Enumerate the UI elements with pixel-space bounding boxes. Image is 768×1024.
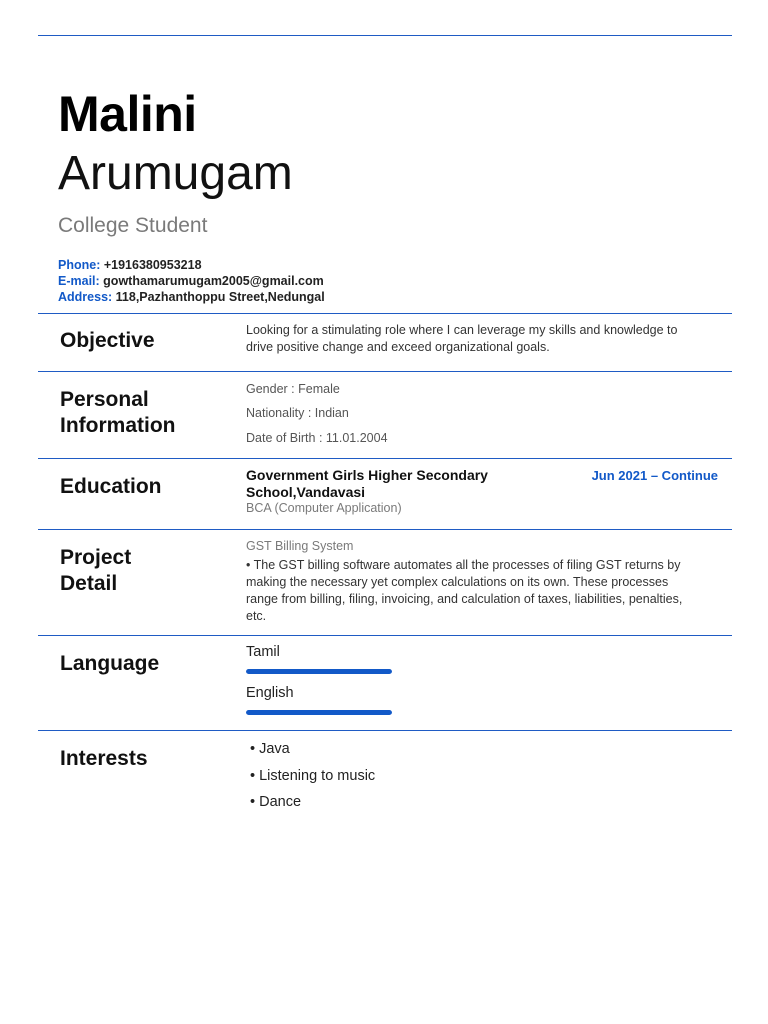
language-level-bar (246, 669, 392, 674)
interest-item: • Listening to music (250, 768, 376, 784)
section-divider (38, 529, 732, 530)
personal-heading-line: Personal (60, 388, 149, 411)
project-line: etc. (246, 609, 267, 623)
language-level-bar (246, 710, 392, 715)
last-name: Arumugam (58, 147, 293, 200)
nationality-text: Nationality : Indian (246, 406, 349, 420)
section-divider (38, 635, 732, 636)
objective-heading: Objective (60, 329, 155, 352)
project-heading-line: Detail (60, 572, 118, 595)
role-title: College Student (58, 214, 208, 237)
project-heading (60, 545, 131, 597)
contact-email (58, 274, 324, 288)
phone-value: +1916380953218 (103, 258, 202, 272)
project-line: • The GST billing software automates all the processes of filing GST returns by (246, 558, 681, 572)
education-date: Jun 2021 – Continue (591, 468, 718, 483)
section-divider (38, 458, 732, 459)
email-label: E-mail: (58, 274, 100, 288)
email-value: gowthamarumugam2005@gmail.com (103, 274, 324, 288)
education-degree: BCA (Computer Application) (246, 501, 402, 515)
project-heading-line: Project (60, 546, 132, 569)
objective-text (246, 322, 677, 356)
language-heading: Language (60, 652, 160, 675)
dob-text: Date of Birth : 11.01.2004 (246, 431, 388, 445)
interests-heading: Interests (60, 747, 148, 770)
gender-text: Gender : Female (246, 382, 340, 396)
objective-line: Looking for a stimulating role where I can leverage my skills and knowledge to (246, 323, 678, 337)
address-label: Address: (58, 290, 113, 304)
education-heading: Education (60, 475, 162, 498)
interest-item: • Dance (250, 794, 302, 810)
language-level-fill (246, 710, 392, 715)
personal-heading-line: Information (60, 414, 176, 437)
project-description (246, 557, 682, 625)
interest-item: • Java (250, 741, 290, 757)
project-line: range from billing, filing, invoicing, and calculation of taxes, liabilities, penalties, (246, 592, 683, 606)
section-divider (38, 313, 732, 314)
language-name: Tamil (246, 644, 280, 660)
project-name: GST Billing System (246, 539, 354, 553)
education-school: Government Girls Higher Secondary School,Vandavasi (246, 467, 488, 500)
address-value: 118,Pazhanthoppu Street,Nedungal (115, 290, 325, 304)
section-divider (38, 371, 732, 372)
section-divider (38, 730, 732, 731)
personal-heading (60, 387, 176, 439)
language-level-fill (246, 669, 392, 674)
first-name: Malini (58, 86, 197, 142)
top-divider (38, 35, 732, 36)
phone-label: Phone: (58, 258, 101, 272)
contact-phone (58, 258, 202, 272)
language-name: English (246, 685, 294, 701)
contact-address (58, 290, 325, 304)
objective-line: drive positive change and exceed organizational goals. (246, 340, 550, 354)
project-line: making the necessary yet complex calculations on its own. These processes (246, 575, 669, 589)
